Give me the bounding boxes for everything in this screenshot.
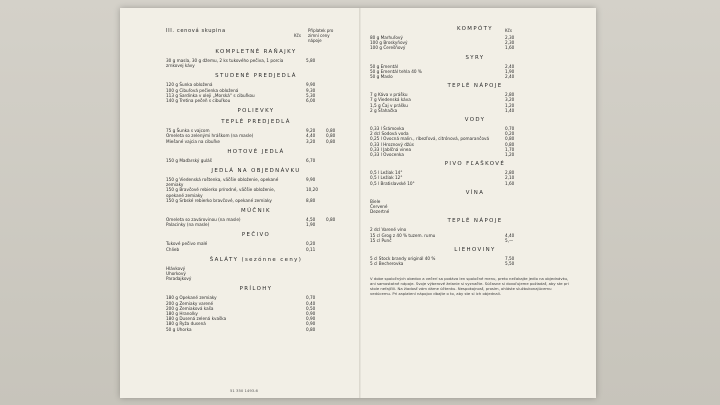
item-name: 50 g Ementál tehla 40 % (370, 68, 422, 74)
item-name: Tukové pečivo malé (166, 241, 208, 247)
section-title: LIEHOVINY (454, 247, 496, 254)
item-price: 9,20 (306, 128, 316, 134)
item-name: 15 cl Punč (370, 237, 392, 243)
item-name: 100 g Cibuľová pečienka obložená (166, 87, 239, 93)
item-name: Paradajkový (166, 276, 192, 282)
item-surcharge: 0,80 (326, 133, 336, 139)
section-title: ŠALÁTY (sezónne ceny) (209, 256, 303, 263)
right-page (360, 8, 596, 398)
menu-item (166, 177, 346, 187)
item-price: 0,90 (306, 311, 316, 317)
menu-item (370, 74, 580, 79)
item-name: Červené (370, 204, 388, 210)
print-code: 51 350 1493-6 (230, 388, 258, 393)
item-price: 5,80 (306, 58, 316, 63)
item-name: Miešané vajcia na cibuľke (166, 138, 220, 144)
item-surcharge: 0,80 (326, 217, 336, 223)
left-page (120, 8, 360, 398)
item-name: 30 g masla, 30 g džemu, 2 ks tukového pečiva, 1 porcia zrnkovej kávy (166, 58, 284, 69)
menu-item (166, 276, 346, 281)
section-title: JEDLÁ NA OBJEDNÁVKU (211, 168, 301, 175)
section-title: POLIEVKY (237, 108, 275, 115)
menu-item (370, 45, 580, 50)
section-title: MÚČNIK (241, 208, 271, 215)
item-price: 1,20 (505, 102, 515, 108)
menu-item (166, 58, 346, 68)
section-title: PRÍLOHY (239, 286, 273, 293)
menu-item (166, 187, 346, 197)
item-name: 120 g Šunka obložená (166, 82, 213, 88)
menu-item (370, 108, 580, 113)
item-name: 15 cl Grog z 40 % tuzem. rumu (370, 232, 436, 238)
item-name: Palacinky (na masle) (166, 222, 210, 228)
item-price: 7,50 (505, 256, 515, 262)
section-title: PEČIVO (241, 232, 271, 239)
item-name: 150 g Maďarský guláš (166, 157, 212, 163)
item-price: 1,40 (505, 107, 515, 113)
item-name: 2 g Šľahačka (370, 107, 398, 113)
item-name: 50 g Maslo (370, 74, 393, 80)
item-price: 2,40 (505, 74, 515, 80)
menu-item (370, 152, 580, 157)
item-name: Biele (370, 198, 381, 204)
item-price: 4,40 (306, 133, 316, 139)
item-name: 50 g Uhorka (166, 326, 192, 332)
item-name: 0,5 l Ležiak 14° (370, 170, 403, 176)
menu-item (166, 222, 346, 227)
item-name: 150 g Viedenská roštenka, väčšie obloženie, opekané zemiaky (166, 177, 279, 188)
item-name: 0,5 l Ležiak 12° (370, 175, 403, 181)
item-name: 100 g Čerešňový (370, 45, 406, 51)
item-price: 0,40 (306, 300, 316, 306)
item-name: 0,33 l Jablčná vinea (370, 146, 412, 152)
item-name: 1,5 g Čaj v prášku (370, 102, 408, 108)
menu-item (166, 158, 346, 163)
item-name: 100 g Broskyňový (370, 40, 408, 46)
surcharge-note: Příplatek pro zimní ceny nápoje (308, 28, 334, 43)
left-sections (166, 49, 346, 332)
item-name: 180 g Opekané zemiaky (166, 295, 217, 301)
item-name: 5 cl Becherovka (370, 261, 404, 267)
menu-sheet (120, 8, 596, 398)
menu-item (370, 181, 580, 186)
item-name: 7 g Káva v prášku (370, 92, 408, 98)
item-price: 0,80 (505, 141, 515, 147)
item-name: 0,25 l Ovocná malin., ríbezľová, citrónová, pomarančová (370, 136, 490, 142)
item-price: 0,11 (306, 246, 316, 252)
item-price: 2,30 (505, 35, 515, 40)
item-price: 0,90 (306, 321, 316, 327)
menu-item (370, 209, 580, 214)
item-price: 10,20 (306, 187, 318, 193)
item-price: 0,70 (505, 126, 515, 132)
currency-label: Kčs (294, 33, 301, 38)
menu-item (166, 198, 346, 203)
section-title: KOMPLETNÉ RAŇAJKY (215, 49, 297, 55)
item-price: 2,40 (505, 63, 515, 69)
section-title: PIVO FĽAŠKOVÉ (444, 161, 506, 168)
item-name: Hlávkový (166, 265, 186, 271)
right-sections (370, 26, 580, 266)
item-price: 2,10 (505, 175, 515, 181)
item-price: 0,80 (505, 136, 515, 142)
price-group: III. cenová skupina (166, 28, 226, 34)
item-price: 8,80 (306, 197, 316, 203)
item-price: 1,90 (306, 222, 316, 228)
item-price: 3,20 (505, 97, 515, 103)
item-name: Uhorkový (166, 271, 186, 277)
item-price: 0,20 (505, 131, 515, 137)
item-name: 80 g Marhuľový (370, 35, 403, 40)
item-name: 0,33 l Šrámovka (370, 126, 405, 132)
item-price: 5,50 (505, 261, 515, 267)
section-title: VÍNA (465, 189, 485, 196)
item-name: 150 g Bravčové rebierko prírodné, väčšie obloženie, opekané zemiaky (166, 187, 276, 198)
item-price: 2,80 (505, 170, 515, 176)
item-name: 5 cl Stock brandy originál 40 % (370, 256, 436, 262)
item-name: Dezertné (370, 209, 390, 215)
item-name: Omeleta so zelenými hráškom (na masle) (166, 133, 254, 139)
item-price: 0,80 (306, 326, 316, 332)
item-name: 7 g Viedenská káva (370, 97, 411, 103)
item-name: Chlieb (166, 246, 180, 252)
item-name: 0,33 l Ovocenka (370, 152, 404, 158)
item-price: 1,20 (505, 152, 515, 158)
item-price: 3,20 (306, 138, 316, 144)
price-group-header (166, 26, 346, 44)
item-price: 0,70 (306, 295, 316, 301)
item-price: 9,90 (306, 177, 316, 183)
section-title: STUDENÉ PREDJEDLÁ (215, 73, 297, 80)
item-price: 9,90 (306, 82, 316, 88)
item-price: 4,40 (505, 232, 515, 238)
item-price: 5,30 (306, 92, 316, 98)
item-name: 180 g Dusená zelená kvaška (166, 316, 227, 322)
menu-item (370, 261, 580, 266)
item-name: 113 g Sardinka v oleji „Morská“ s cibuľkou (166, 92, 255, 98)
item-name: 2 dcl Varené víno (370, 227, 407, 233)
item-surcharge: 0,80 (326, 128, 336, 134)
item-price: 6,70 (306, 157, 316, 163)
item-price: 0,50 (306, 305, 316, 311)
item-price: 0,90 (306, 316, 316, 322)
item-price: 2,80 (505, 92, 515, 98)
item-surcharge: 0,80 (326, 138, 336, 144)
section-title: HOTOVÉ JEDLÁ (227, 148, 285, 155)
item-name: Omeleta so zavárovinou (na masle) (166, 217, 241, 223)
item-price: 1,70 (505, 146, 515, 152)
menu-item (166, 98, 346, 103)
house-rules-note: V dobe spoločných obedov a večerí sa podáva len spoločné menu, preto nečakajte jedlo na objednávku, ani samostatné nápoje. Svoje výberové želanie si vyznačte. Súčasne si dovoľujeme požiadať, aby ste pri stole nefajčili. Na žiadosť vám dáme účtenku. Nespokojnosť, prosím, ohláste službukonajúcemu vedúcemu. Pri zaplatení nápojov dbajte o to, aby ste si ich objednali. (370, 276, 569, 297)
menu-item (166, 247, 346, 252)
item-name: 200 g Zemiaková kaša (166, 305, 214, 311)
section-title: SYRY (465, 54, 485, 61)
item-name: 150 g Srbské rebierko bravčové, opekané zemiaky (166, 197, 272, 203)
item-name: 0,33 l Hroznový džús (370, 141, 414, 147)
item-price: 0,20 (306, 241, 316, 247)
item-price: 2,30 (505, 40, 515, 46)
item-name: 140 g Tretina pečeň s cibuľkou (166, 98, 231, 104)
item-name: 75 g Šunka s vajcom (166, 128, 210, 134)
item-price: 1,60 (505, 180, 515, 186)
section-title: VODY (464, 117, 486, 124)
section-title: TEPLÉ NÁPOJE (447, 218, 503, 225)
section-title: TEPLÉ NÁPOJE (447, 83, 503, 90)
menu-item (166, 139, 346, 144)
item-name: 180 g Hranolky (166, 311, 198, 317)
item-name: 0,5 l Bratislavské 10° (370, 180, 415, 186)
section-title: TEPLÉ PREDJEDLÁ (221, 119, 291, 126)
item-price: 5,— (505, 237, 514, 243)
item-name: 50 g Ementál (370, 63, 398, 69)
item-price: 9,30 (306, 87, 316, 93)
item-price: 6,00 (306, 98, 316, 104)
item-price: 1,60 (505, 45, 515, 51)
section-title: KOMPÓTY (456, 26, 493, 32)
item-name: 200 g Zemiaky varené (166, 300, 214, 306)
item-price: 4,50 (306, 217, 316, 223)
item-name: 180 g Ryža dusená (166, 321, 206, 327)
currency-label-right: Kčs (505, 28, 512, 33)
item-name: 2 dcl Sodová voda (370, 131, 409, 137)
menu-item (370, 238, 580, 243)
menu-item (166, 327, 346, 332)
item-price: 1,90 (505, 68, 515, 74)
